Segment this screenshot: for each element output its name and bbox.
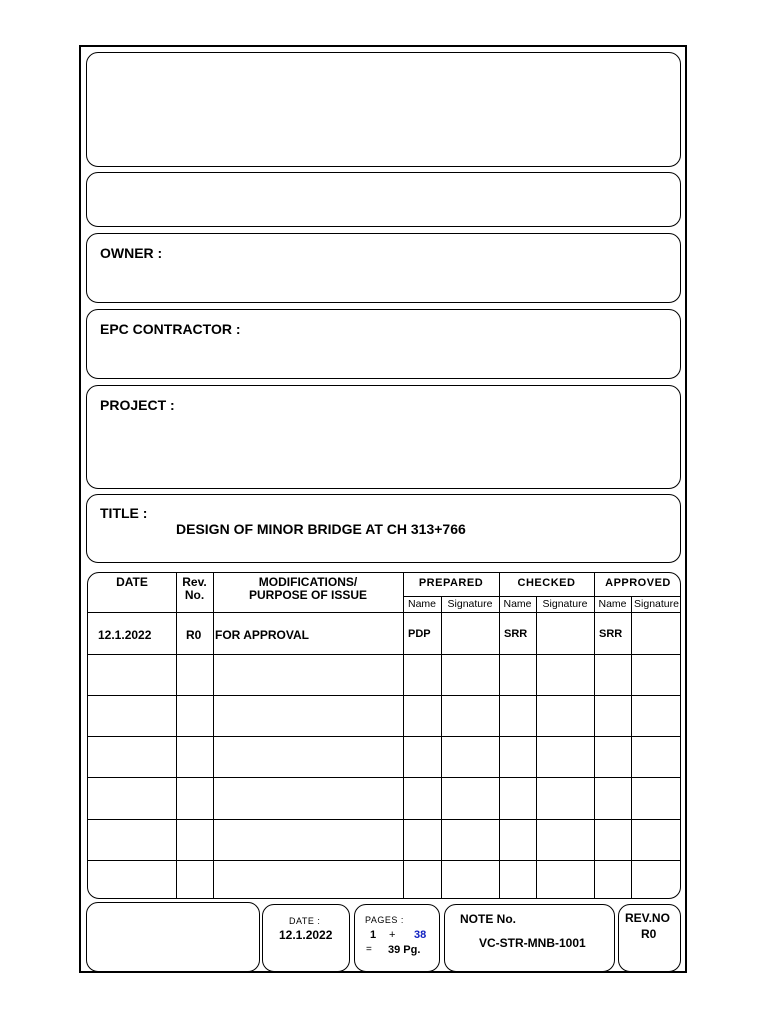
col-rev-header-2: No.: [184, 588, 205, 602]
prepared-name-subheader: Name: [407, 598, 436, 610]
note-label: NOTE No.: [460, 912, 516, 926]
footer-rev-box: [618, 904, 681, 972]
footer-date-value: 12.1.2022: [279, 928, 333, 942]
row-approved-name: SRR: [599, 628, 623, 640]
project-box: [86, 385, 681, 489]
footer-pages-box: [354, 904, 440, 972]
row-date: 12.1.2022: [98, 628, 152, 642]
footer-pages-label: PAGES :: [365, 915, 404, 925]
row-purpose: FOR APPROVAL: [215, 628, 310, 642]
revision-table: [87, 572, 681, 899]
row-rev: R0: [186, 628, 202, 642]
footer-date-label: DATE :: [289, 916, 321, 926]
note-value: VC-STR-MNB-1001: [479, 936, 586, 950]
col-date-header: DATE: [116, 575, 148, 589]
row-prepared-name: PDP: [408, 628, 431, 640]
epc-contractor-label: EPC CONTRACTOR :: [100, 321, 241, 337]
prepared-signature-subheader: Signature: [447, 598, 493, 610]
pages-eq: =: [366, 944, 372, 955]
title-box: [86, 494, 681, 563]
col-checked-header: CHECKED: [517, 577, 576, 589]
owner-box: [86, 233, 681, 303]
logo-box: [86, 52, 681, 167]
project-label: PROJECT :: [100, 397, 175, 413]
approved-name-subheader: Name: [598, 598, 627, 610]
footer-note-box: [444, 904, 615, 972]
document-title: DESIGN OF MINOR BRIDGE AT CH 313+766: [176, 521, 466, 537]
pages-rest: 38: [414, 929, 427, 941]
col-approved-header: APPROVED: [605, 577, 671, 589]
pages-plus: +: [389, 929, 396, 941]
subheader-box: [86, 172, 681, 227]
footer-date-box: [262, 904, 350, 972]
rev-value: R0: [641, 927, 657, 941]
approved-signature-subheader: Signature: [634, 598, 679, 610]
owner-label: OWNER :: [100, 245, 163, 261]
title-label: TITLE :: [100, 505, 148, 521]
col-mod-header-1: MODIFICATIONS/: [258, 575, 358, 589]
col-mod-header-2: PURPOSE OF ISSUE: [248, 588, 368, 602]
col-rev-header-1: Rev.: [182, 575, 207, 589]
row-checked-name: SRR: [504, 628, 528, 640]
epc-box: [86, 309, 681, 379]
col-prepared-header: PREPARED: [418, 577, 484, 589]
pages-first: 1: [370, 929, 377, 941]
pages-total: 39 Pg.: [388, 944, 421, 956]
checked-name-subheader: Name: [503, 598, 532, 610]
checked-signature-subheader: Signature: [542, 598, 588, 610]
rev-label: REV.NO: [625, 911, 670, 925]
footer-logo-box: [86, 902, 260, 972]
